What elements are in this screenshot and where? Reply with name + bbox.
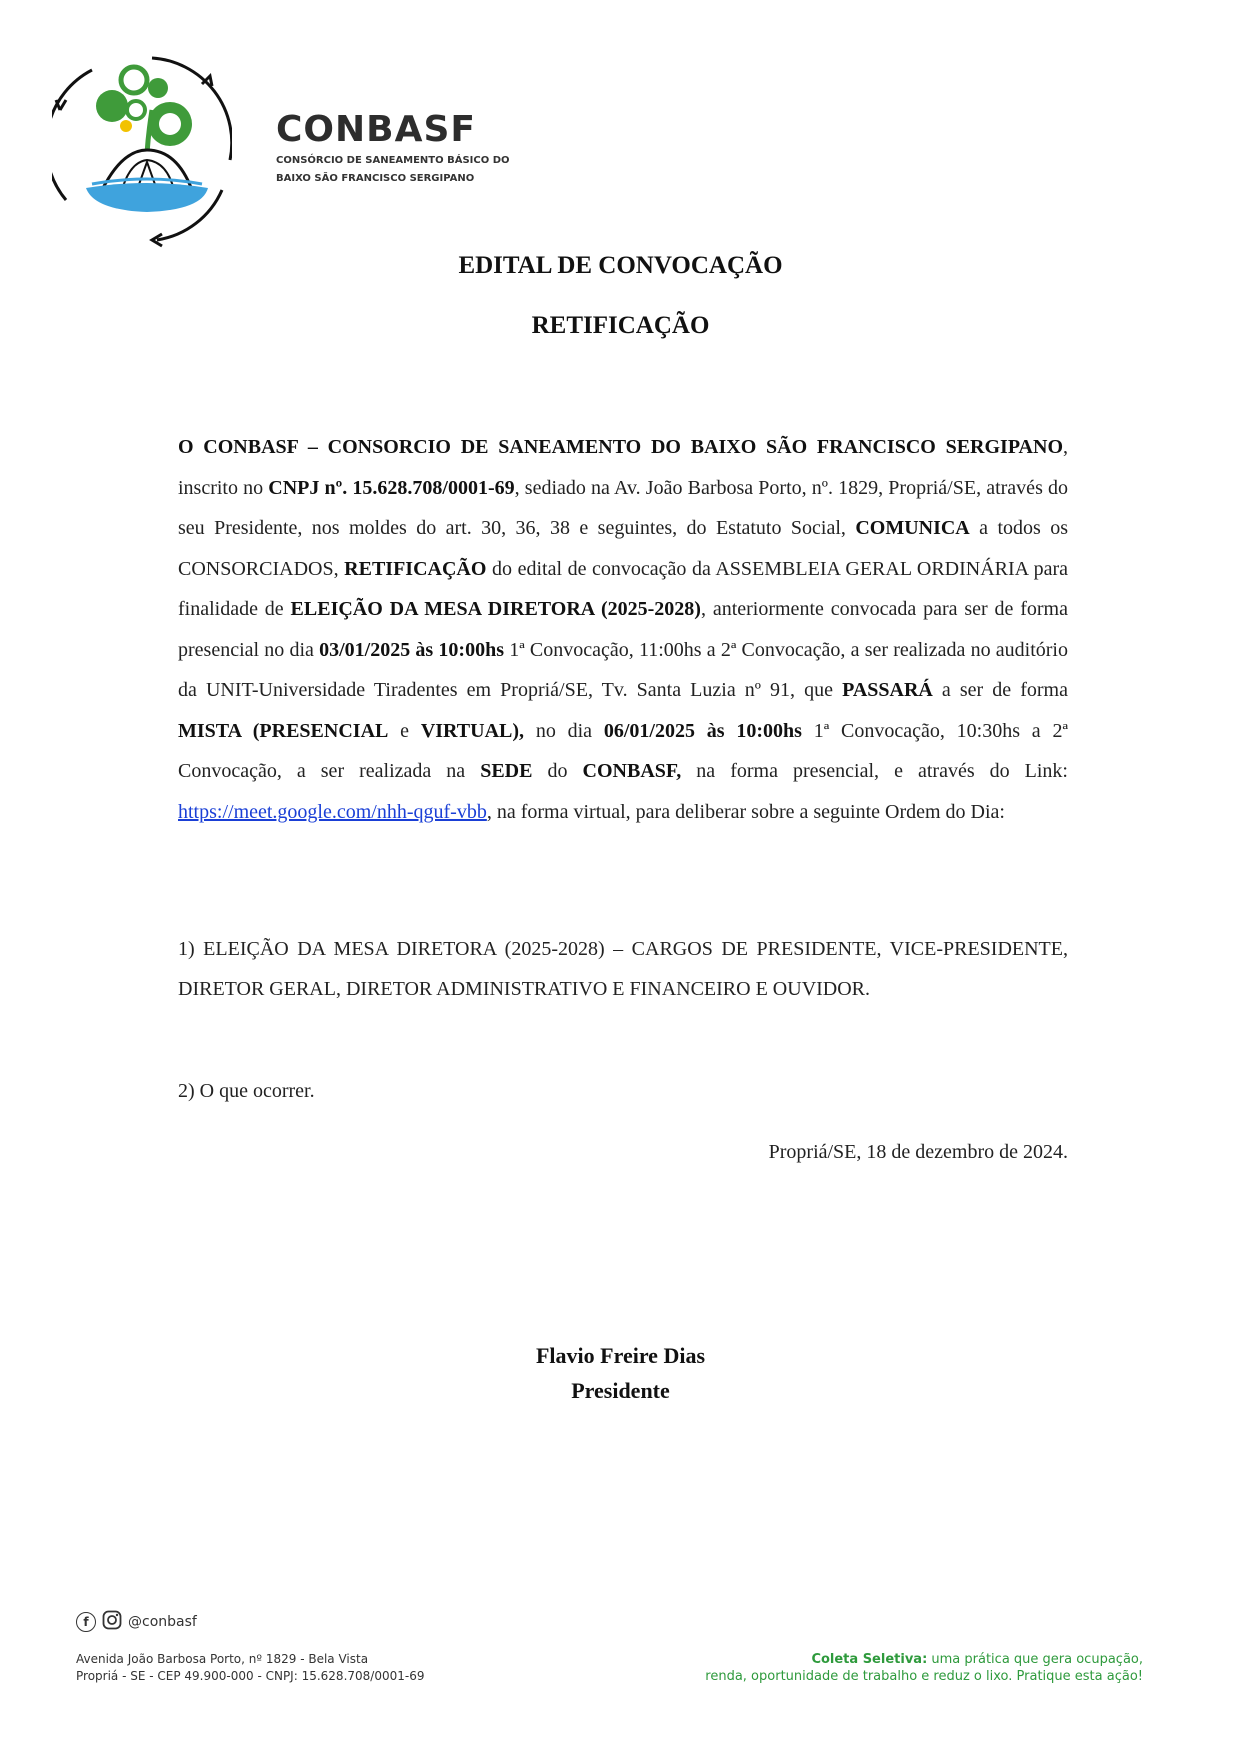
agenda-item-1: 1) ELEIÇÃO DA MESA DIRETORA (2025-2028) – CARGOS DE PRESIDENTE, VICE-PRESIDENTE, DIRETOR GERAL, DIRETOR ADMINISTRATIVO E FINANCEIRO E OUVIDOR. xyxy=(178,938,1068,1000)
address-line-1: Avenida João Barbosa Porto, nº 1829 - Bela Vista xyxy=(76,1652,369,1666)
instagram-icon[interactable] xyxy=(102,1610,122,1634)
body-text-segment: no dia xyxy=(524,719,604,742)
body-text-segment: , anteriormente convocada para ser de forma presencial no dia xyxy=(178,598,1068,661)
signature-name: Flavio Freire Dias xyxy=(535,1343,706,1368)
body-text-segment: a todos os CONSORCIADOS, xyxy=(178,517,1069,580)
document-subtitle: RETIFICAÇÃO xyxy=(531,312,710,339)
social-handle: @conbasf xyxy=(128,1614,197,1630)
body-text-segment: na forma presencial, e através do Link: xyxy=(681,760,1068,782)
body-old-date: 03/01/2025 às 10:00hs xyxy=(319,638,504,661)
document-title: EDITAL DE CONVOCAÇÃO xyxy=(458,252,783,279)
body-passara: PASSARÁ xyxy=(842,679,933,701)
slogan-line-2: renda, oportunidade de trabalho e reduz o lixo. Pratique esta ação! xyxy=(705,1669,1143,1684)
address-line-2: Propriá - SE - CEP 49.900-000 - CNPJ: 15.628.708/0001-69 xyxy=(76,1669,425,1683)
body-comunica: COMUNICA xyxy=(855,517,970,539)
body-new-date: 06/01/2025 às 10:00hs xyxy=(603,719,802,742)
conbasf-logo xyxy=(52,50,232,250)
brand-subtitle-line-1: CONSÓRCIO DE SANEAMENTO BÁSICO DO xyxy=(276,155,510,166)
slogan-line-1: uma prática que gera ocupação, xyxy=(927,1652,1143,1667)
footer-social xyxy=(76,1610,197,1634)
convocation-paragraph xyxy=(178,427,1068,832)
slogan-bold: Coleta Seletiva: xyxy=(811,1652,928,1667)
recycle-tree-logo-icon xyxy=(52,50,232,250)
footer-address xyxy=(76,1651,424,1685)
facebook-icon[interactable]: f xyxy=(76,1612,96,1632)
body-sede: SEDE xyxy=(480,760,533,782)
body-text-segment: a ser de forma xyxy=(932,679,1068,701)
brand-subtitle-line-2: BAIXO SÃO FRANCISCO SERGIPANO xyxy=(276,173,475,184)
body-text-segment: do xyxy=(532,760,583,782)
date-line: Propriá/SE, 18 de dezembro de 2024. xyxy=(768,1141,1068,1163)
body-text-segment: e xyxy=(388,719,421,742)
body-mista: MISTA (PRESENCIAL xyxy=(178,719,389,742)
agenda-item-2: 2) O que ocorrer. xyxy=(178,1080,315,1102)
footer-slogan xyxy=(705,1651,1143,1685)
body-text-segment: , sediado na Av. João Barbosa Porto, nº. 1829, Propriá/SE, através do seu Presidente, nos moldes do art. 30, 36, 38 e seguintes, do Estatuto Social, xyxy=(178,476,1068,539)
brand-block xyxy=(276,110,510,186)
body-retificacao: RETIFICAÇÃO xyxy=(344,557,487,580)
meet-link[interactable]: https://meet.google.com/nhh-qguf-vbb xyxy=(178,800,487,823)
body-cnpj: CNPJ nº. 15.628.708/0001-69 xyxy=(268,476,515,499)
body-eleicao: ELEIÇÃO DA MESA DIRETORA (2025-2028) xyxy=(290,598,701,620)
body-consortium-name: O CONBASF – CONSORCIO DE SANEAMENTO DO BAIXO SÃO FRANCISCO SERGIPANO xyxy=(178,436,1063,458)
body-text-segment: , inscrito no xyxy=(178,436,1068,499)
body-text-segment: 1ª Convocação, 10:30hs a 2ª Convocação, a ser realizada na xyxy=(178,719,1068,782)
brand-name: CONBASF xyxy=(276,109,476,150)
body-conbasf: CONBASF, xyxy=(582,760,682,782)
body-virtual: VIRTUAL), xyxy=(420,719,525,742)
body-text-segment: 1ª Convocação, 11:00hs a 2ª Convocação, a ser realizada no auditório da UNIT-Universidade Tiradentes em Propriá/SE, Tv. Santa Luzia nº 91, que xyxy=(178,638,1068,701)
body-text-segment: , na forma virtual, para deliberar sobre a seguinte Ordem do Dia: xyxy=(486,800,1005,823)
signature-role: Presidente xyxy=(571,1378,670,1403)
body-text-segment: do edital de convocação da ASSEMBLEIA GERAL ORDINÁRIA para finalidade de xyxy=(178,557,1068,620)
